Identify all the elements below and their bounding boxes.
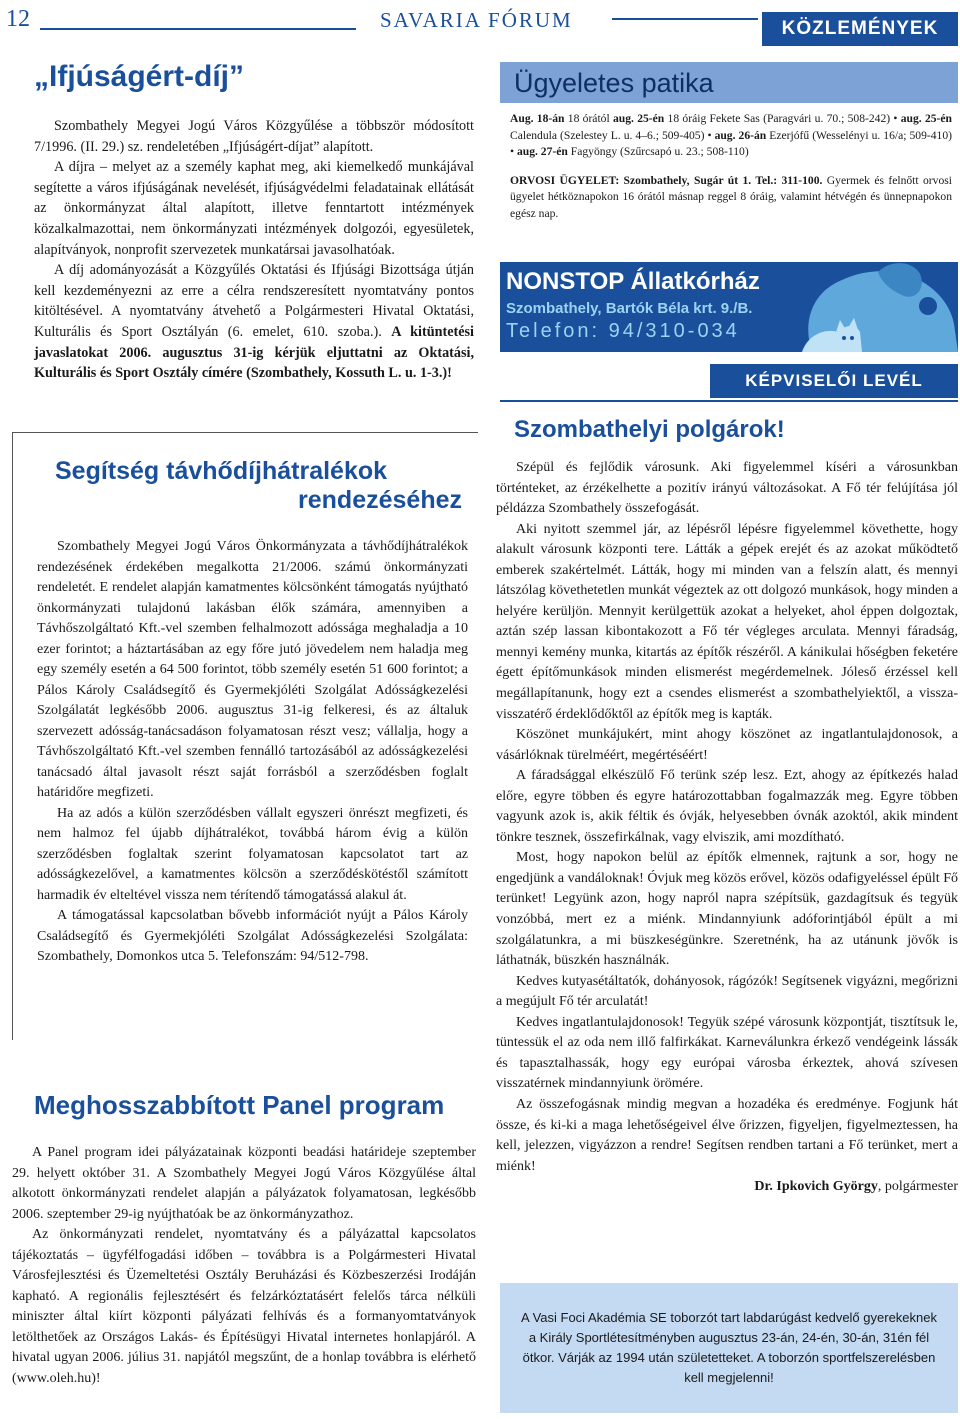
- ifjusagert-paragraph: [34, 260, 474, 384]
- letter-paragraph: Kedves kutyasétáltatók, dohányosok, rágózók! Segítsenek vigyázni, megőrizni a megújult Fő tér arculatát!: [496, 973, 958, 1010]
- ifjusagert-para3-text: A díj adományozását a Közgyűlés Oktatási és Ifjúsági Bizottsága útján kell kezdeményezni az erre a célra rendszeresített nyomtatvány pontos kitöltésével. A nyomtatvány átvehető a Polgármesteri Hivatal Oktatási, Kulturális és Sport Osztályán (6. emelet, 610. szoba.).: [34, 262, 474, 340]
- pharmacy-schedule: [510, 111, 952, 161]
- pharmacy-box: [500, 62, 958, 222]
- letter-paragraph: Aki nyitott szemmel jár, az lépésről lépésre figyelemmel követhette, hogy alakult városunk központi tere. Látták a gépek erejét és az azokat működtető emberek szakértelmét. Látták, hogy mi minden van a felszín alatt, és mennyi látszólag követhetetlen munkát végeztek az ott dolgozó munkások, hogy minden a helyére kerüljön. Mennyit kerülgettük azokat a helyeket, ahol éppen dolgoztak, aztán szép lassan kibontakozott a Fő tér végleges arculata. Mennyi fáradság, mennyi kemény munka, kitartás az építők részéről. A kánikulai hőségben feketére égett építőmunkások minden elismerést megérdemelnek. Jóleső érzéssel kell megállapítanunk, hogy ezt a csendes elismerést a szombathelyiektől, a vissza-visszatérő érdeklődőktől az építők meg is kapták.: [496, 521, 958, 722]
- animal-hospital-ad: [500, 262, 958, 352]
- panel-article: [12, 1090, 476, 1389]
- pharmacy-text: 18 órától: [564, 112, 613, 125]
- animal-hospital-address: Szombathely, Bartók Béla krt. 9./B.: [506, 300, 753, 317]
- letter-section-rule: [500, 400, 958, 402]
- panel-paragraph: A Panel program idei pályázatainak központi beadási határideje szeptember 29. helyett október 31. A Szombathely Megyei Jogú Város Közgyűlése által alkotott önkormányzati rendelet alapján a pályázatok folyamatosan, legkésőbb 2006. szeptember 29-ig nyújthatóak be az önkormányzathoz.: [12, 1145, 476, 1222]
- doctor-duty-text: Gyermek és felnőtt orvosi ügyelet hétköznapokon 16 órától másnap reggel 8 óráig, valamint hétvégén és ünnepnapokon egész nap.: [510, 173, 952, 220]
- letter-paragraph: Most, hogy napokon belül az építők elmennek, rajtunk a sor, hogy ne engedjünk a vandáloknak! Óvjuk meg közös erővel, közös odafigyeléssel épült Fő terünket! Legyünk azon, hogy napról napra szépítsük, gazdagítsuk és tegyük vonzóbbá, mert ez a miénk. Mindannyiunk adóforintjából épült a mi szolgálatunkra, a mi büszkeségünkre. Szeretnénk, ha az utánunk jövők is láthatnák, büszkén használnák.: [496, 850, 958, 969]
- header-rule-left: [40, 28, 356, 30]
- ifjusagert-article: [12, 60, 476, 384]
- article-title-panel: Meghosszabbított Panel program: [34, 1090, 445, 1120]
- pharmacy-date: aug. 27-én: [516, 145, 568, 158]
- ifjusagert-deadline: A kitüntetési javaslatokat 2006. augusztus 31-ig kérjük eljuttatni az Oktatási, Kulturális és Sport Osztály címére (Szombathely, Kossuth L. u. 1-3.)!: [34, 323, 474, 382]
- signature-name: Dr. Ipkovich György: [754, 1179, 878, 1195]
- signature-role: , polgármester: [877, 1179, 958, 1195]
- panel-paragraph: Az önkormányzati rendelet, nyomtatvány és a pályázattal kapcsolatos tájékoztatás – ügyfélfogadási időben – továbbra is a Polgármesteri Hivatal Városfejlesztési és Üzemeltetési Osztály Beruházási és Közbeszerzési Irodáján kapható. A regionális fejlesztésért és felzárkóztatásért felelős tárca nélküli miniszter által kiírt központi pályázati felhívás és a formanyomtatványok letölthetőek az Országos Lakás- és Építésügyi Hivatal internetes honlapjáról. A hivatal ugyan 2006. július 31. napjától megszűnt, de a honlap továbbra is elérhető (www.oleh.hu)!: [12, 1227, 476, 1386]
- pharmacy-text: Ezerjófű (Wesselényi u. 16/a; 509-410) •: [510, 128, 953, 158]
- ifjusagert-paragraph: Szombathely Megyei Jogú Város Közgyűlése a többször módosított 7/1996. (II. 29.) sz. rendeletében „Ifjúságért-díjat” alapított.: [34, 118, 474, 155]
- header-rule-right: [612, 18, 758, 20]
- pharmacy-date: Aug. 18-án: [510, 112, 565, 125]
- dog-and-cat-icon: [782, 262, 958, 352]
- ifjusagert-paragraph: A díjra – melyet az a személy kaphat meg, aki kiemelkedő munkájával segítette a város ifjúságának nevelését, ifjúságvédelmi feladatainak ellátását az önkormányzat által alapított, illetve fenntartott intézmények közalkalmazottai, nem önkormányzati intézmények dolgozói, egyesületek, alapítványok, nonprofit szervezetek munkatársai javasolhatóak.: [34, 159, 474, 258]
- letter-body: [496, 458, 958, 1195]
- pharmacy-text: Fagyöngy (Szűrcsapó u. 23.; 508-110): [567, 145, 749, 158]
- letter-signature: [496, 1179, 958, 1195]
- doctor-duty-heading: ORVOSI ÜGYELET: Szombathely, Sugár út 1. Tel.: 311-100.: [510, 173, 823, 187]
- pharmacy-text: Calendula (Szelestey L. u. 4–6.; 509-405) •: [510, 128, 715, 142]
- pharmacy-date: aug. 25-én: [900, 112, 953, 125]
- tavho-article: [12, 432, 478, 1040]
- tavho-paragraph: A támogatással kapcsolatban bővebb információt nyújt a Pálos Károly Családsegítő és Gyermekjóléti Szolgálat Adósságkezelési Szolgálata: Szombathely, Domonkos utca 5. Telefonszám: 94/512-798.: [37, 908, 468, 964]
- pharmacy-title: Ügyeletes patika: [500, 62, 958, 103]
- letter-paragraph: Az összefogásnak mindig megvan a hozadéka és eredménye. Fogjunk hát össze, és ki-ki a maga lehetőségeivel élve őrizzen, figyeljen, figyelmeztessen, ha kell, jelezzen, vigyázzon a rendre! Segítsen rendben tartani a Fő terünket, mert a miénk!: [496, 1096, 958, 1174]
- animal-hospital-phone: Telefon: 94/310-034: [506, 320, 740, 342]
- letter-paragraph: Kedves ingatlantulajdonosok! Tegyük szépé városunk központját, tisztítsuk le, tüntessük el az oda nem illő falfirkákat. Karneválunkra érkező vendégeink lássák és tapasztalhassák, hogy egy európai városba érkeztek, ahová szívesen visszatérnek mindannyiunk örömére.: [496, 1014, 958, 1092]
- doctor-duty: [510, 173, 952, 223]
- tavho-paragraph: Szombathely Megyei Jogú Város Önkormányzata a távhődíjhátralékok rendezésének érdekében megalkotta 21/2006. számú önkormányzati rendeletét. E rendelet alapján kamatmentes kölcsönként támogatás nyújtható önkormányzati tulajdonú lakásban élők számára, amennyiben a Távhőszolgáltató Kft.-vel szemben felhalmozott adóssága meghaladja a 10 ezer forintot; a háztartásában az egy főre jutó jövedelem nem haladja meg egy személy esetén a 64 500 forintot, több személy esetén 51 600 forintot; a Pálos Károly Családsegítő és Gyermekjóléti Szolgálat Adósságkezelési Szolgálatát legkésőbb 2006. augusztus 31-ig felkeresi, és az általuk szervezett adósság-tanácsadáson folyamatosan részt vesz; vállalja, hogy a Távhőszolgáltató Kft.-vel szemben fennálló tartozásából az adósságkezelési tanácsadó által javasolt részt saját forrásból a szerződésben foglalt határidőre megfizeti.: [37, 539, 468, 800]
- page-number: 12: [6, 6, 30, 32]
- letter-title: Szombathelyi polgárok!: [514, 416, 785, 443]
- article-title-ifjusagert: „Ifjúságért-díj”: [34, 60, 245, 93]
- animal-hospital-title: NONSTOP Állatkórház: [506, 268, 760, 295]
- pharmacy-date: aug. 26-án: [714, 128, 767, 142]
- section-tab: KÖZLEMÉNYEK: [762, 12, 958, 46]
- article-title-tavho-line2: rendezéséhez: [298, 486, 462, 514]
- letter-paragraph: A fáradsággal elkészülő Fő terünk szép lesz. Ezt, ahogy az építkezés halad előre, egyre többen és egyre határozottabban fogalmazzák meg. Egyre többen vagyunk azok is, akik féltik és óvják, helyesebben óvnák azoktól, akik mindent tönkre tesznek, összefirkálnak, vagy elviszik, ami mozdítható.: [496, 768, 958, 845]
- journal-title: SAVARIA FÓRUM: [380, 8, 573, 32]
- vasi-foci-notice: [500, 1283, 958, 1413]
- letter-paragraph: Köszönet munkájukért, mint ahogy köszönet az ingatlantulajdonosok, a vásárlóknak türelméért, megértéséért!: [496, 727, 958, 763]
- vasi-foci-text: A Vasi Foci Akadémia SE toborzót tart labdarúgást kedvelő gyerekeknek a Király Sportlétesítményben augusztus 23-án, 24-én, 30-án, 31én fél ötkor. Várják az 1994 után születetteket. A toborzón sportfelszerelésben kell megjelenni!: [521, 1310, 937, 1385]
- article-title-tavho-line1: Segítség távhődíjhátralékok: [55, 457, 388, 485]
- tavho-paragraph: Ha az adós a külön szerződésben vállalt egyszeri önrészt megfizeti, és nem halmoz fel újabb díjhátralékot, továbbá három évig a külön szerződésben foglaltak szerint folyamatosan kapcsolatot tart az adósságkezelővel, a kamatmentes kölcsön a szerződéskötéstől számított harmadik év elteltével vissza nem térítendő támogatássá alakul át.: [37, 805, 468, 903]
- letter-section-tab: KÉPVISELŐI LEVÉL: [710, 364, 958, 398]
- pharmacy-date: aug. 25-én: [612, 112, 665, 125]
- pharmacy-text: 18 óráig Fekete Sas (Paragvári u. 70.; 508-242) •: [664, 112, 901, 125]
- letter-paragraph: Szépül és fejlődik városunk. Aki figyelemmel kíséri a városunkban történteket, az érzékelhette a pozitív irányú változásokat. A Fő tér felújítása jól példázza Szombathely összefogását.: [496, 460, 958, 517]
